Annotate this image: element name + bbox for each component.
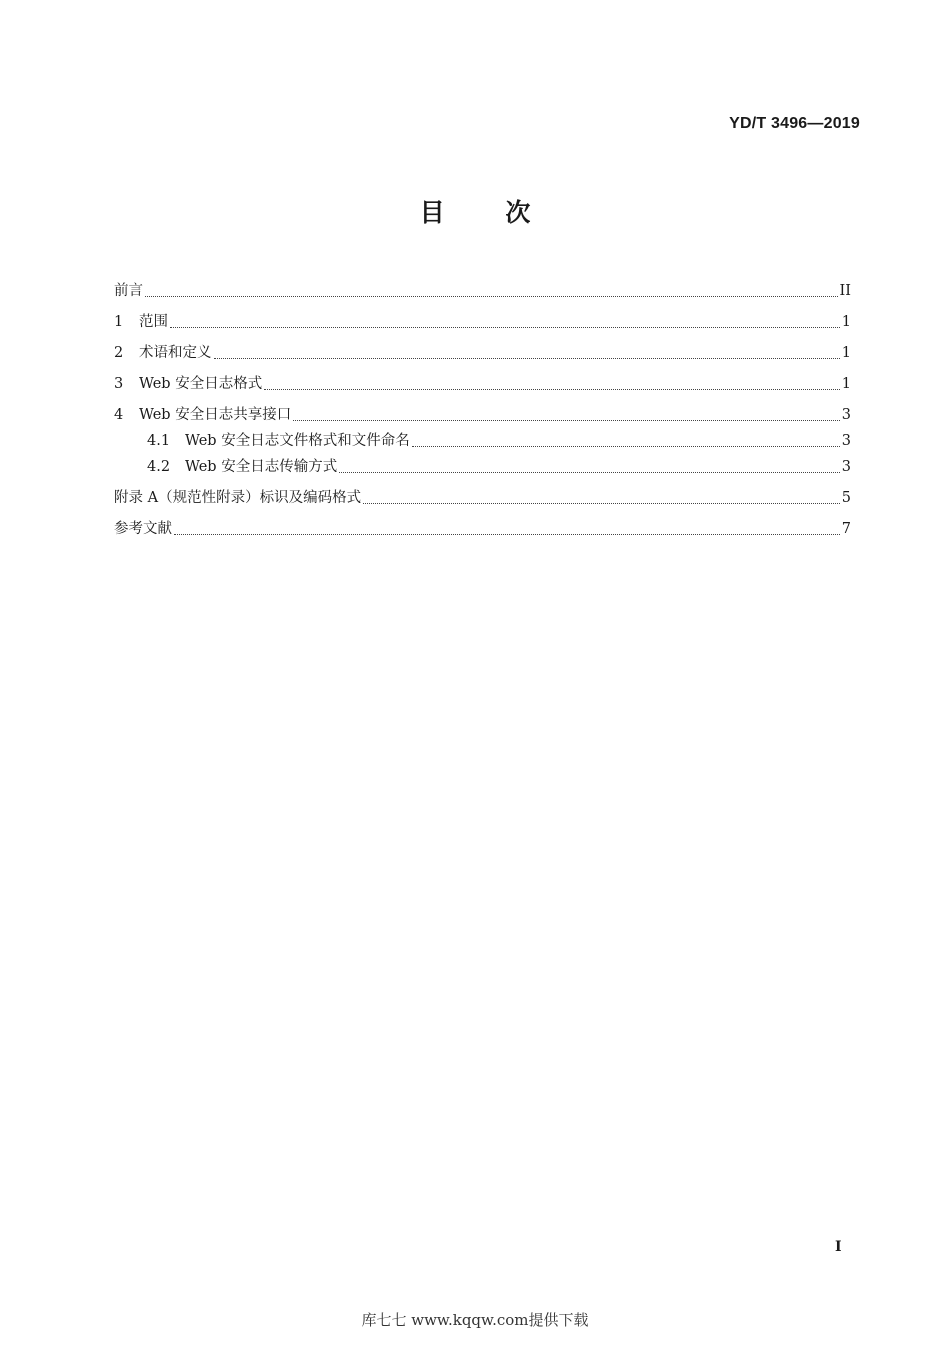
toc-leader-dots: [412, 445, 840, 447]
toc-entry-number: 1: [114, 314, 124, 330]
toc-entry-label: 范围: [139, 314, 168, 330]
toc-entry-appendix-a[interactable]: [114, 477, 851, 508]
toc-entry-transmission[interactable]: [114, 451, 851, 477]
toc-entry-number: 2: [114, 345, 124, 361]
toc-entry-log-format[interactable]: [114, 363, 851, 394]
toc-entry-scope[interactable]: [114, 301, 851, 332]
toc-entry-number: 4.1: [147, 433, 171, 449]
toc-entry-page: 5: [841, 490, 851, 506]
toc-entry-label: Web 安全日志格式: [139, 376, 263, 392]
toc-leader-dots: [145, 295, 838, 297]
toc-entry-label: 术语和定义: [139, 345, 212, 361]
toc-entry-label: 前言: [114, 283, 143, 299]
table-of-contents: [114, 270, 851, 539]
toc-entry-foreword[interactable]: [114, 270, 851, 301]
toc-entry-page: 1: [841, 376, 851, 392]
toc-entry-label: Web 安全日志文件格式和文件命名: [185, 433, 410, 449]
toc-entry-number: 4.2: [147, 459, 171, 475]
toc-leader-dots: [214, 357, 840, 359]
toc-entry-label: 附录 A（规范性附录）标识及编码格式: [114, 490, 362, 506]
toc-entry-sharing-interface[interactable]: [114, 394, 851, 425]
toc-entry-number: 4: [114, 407, 124, 423]
toc-entry-page: 7: [841, 521, 851, 537]
toc-leader-dots: [293, 419, 840, 421]
toc-entry-page: 3: [841, 433, 851, 449]
toc-leader-dots: [170, 326, 840, 328]
toc-leader-dots: [363, 502, 840, 504]
toc-leader-dots: [264, 388, 840, 390]
toc-entry-file-format[interactable]: [114, 425, 851, 451]
toc-entry-number: 3: [114, 376, 124, 392]
toc-entry-terms[interactable]: [114, 332, 851, 363]
page-title: 目 次: [419, 198, 531, 227]
toc-entry-page: 3: [841, 459, 851, 475]
download-source-note: 库七七 www.kqqw.com提供下载: [361, 1311, 589, 1329]
toc-entry-page: 3: [841, 407, 851, 423]
toc-entry-page: 1: [841, 345, 851, 361]
standard-code: YD/T 3496—2019: [729, 115, 860, 132]
toc-entry-page: 1: [841, 314, 851, 330]
toc-entry-references[interactable]: [114, 508, 851, 539]
toc-leader-dots: [339, 471, 840, 473]
toc-entry-label: 参考文献: [114, 521, 172, 537]
toc-entry-label: Web 安全日志共享接口: [139, 407, 292, 423]
toc-entry-label: Web 安全日志传输方式: [185, 459, 338, 475]
toc-leader-dots: [174, 533, 840, 535]
toc-entry-page: II: [839, 283, 851, 299]
page-number: I: [835, 1239, 842, 1255]
